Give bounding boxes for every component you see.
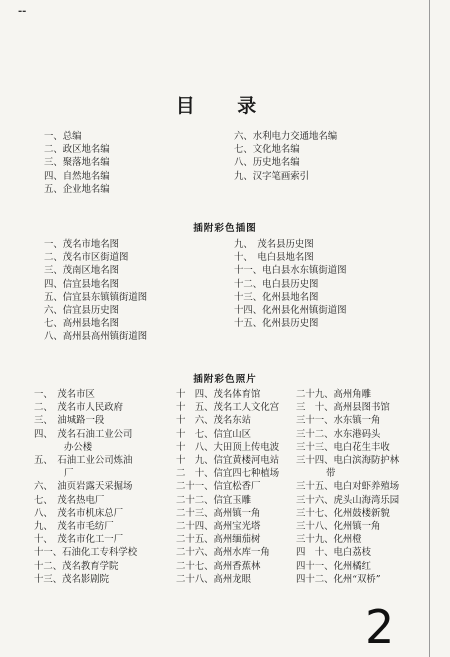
map-entry: 九、 茂名县历史图 xyxy=(234,239,314,250)
toc-entry: 一、总编 xyxy=(44,131,82,142)
map-entry: 十一、电白县水东镇街道图 xyxy=(234,265,347,277)
toc-entry: 八、历史地名编 xyxy=(234,157,300,169)
map-entry: 一、茂名市地名图 xyxy=(44,239,120,250)
photo-entry: 二十七、高州香蕉林 xyxy=(176,560,261,572)
map-entry: 八、高州县高州镇街道图 xyxy=(44,331,148,343)
toc-entry: 五、企业地名编 xyxy=(44,183,110,195)
photos-section-title: 插附彩色照片 xyxy=(193,374,257,385)
photo-entry: 五、 石油工业公司炼油 厂 xyxy=(34,455,133,480)
photo-entry: 二十五、高州缅茄树 xyxy=(176,534,261,546)
handwritten-page-number: 2 xyxy=(365,600,395,654)
main-index-right xyxy=(234,130,337,183)
photo-entry: 二十三、高州镇一角 xyxy=(176,507,261,519)
map-entry: 十二、电白县历史图 xyxy=(234,278,319,290)
photo-entry: 四、 茂名石油工业公司 办公楼 xyxy=(34,428,133,453)
photo-entry: 十一、石油化工专科学校 xyxy=(34,547,138,559)
photo-entry: 四 十、电白荔枝 xyxy=(296,547,372,559)
photo-entry: 三、 油城路一段 xyxy=(34,415,105,427)
photo-entry: 十二、茂名教育学院 xyxy=(34,560,119,572)
photo-entry: 六、 油页岩露天采掘场 xyxy=(34,481,133,493)
map-entry: 五、信宜县东镇镇街道图 xyxy=(44,291,148,303)
map-entry: 十、 电白县地名图 xyxy=(234,252,314,264)
photo-entry: 二、 茂名市人民政府 xyxy=(34,402,124,414)
photo-entry: 四十二、化州“双桥” xyxy=(296,573,381,585)
maps-section-title: 插附彩色插图 xyxy=(193,223,257,234)
map-entry: 十四、化州县化州镇街道图 xyxy=(234,305,347,317)
photo-entry: 八、 茂名市机床总厂 xyxy=(34,507,124,519)
photo-entry: 三十二、水东港码头 xyxy=(296,428,381,440)
toc-entry: 六、水利电力交通地名编 xyxy=(234,131,338,142)
toc-entry: 七、文化地名编 xyxy=(234,144,300,156)
map-entry: 二、茂名市区街道图 xyxy=(44,252,129,264)
photo-entry: 十 四、茂名体育馆 xyxy=(176,389,261,400)
map-entry: 六、信宜县历史图 xyxy=(44,305,120,317)
maps-list-left xyxy=(44,238,147,344)
photo-entry: 十三、茂名影剧院 xyxy=(34,573,110,585)
photo-entry: 三 十、高州县图书馆 xyxy=(296,402,390,414)
toc-entry: 九、汉字笔画索引 xyxy=(234,170,310,182)
photo-entry: 二十二、信宜玉雕 xyxy=(176,494,252,506)
photo-entry: 十 九、信宜黄楼河电站 xyxy=(176,455,280,467)
map-entry: 四、信宜县地名图 xyxy=(44,278,120,290)
maps-list-right xyxy=(234,238,347,330)
photo-entry: 四十一、化州橘红 xyxy=(296,560,372,572)
photo-entry: 二十一、信宜松香厂 xyxy=(176,481,261,493)
photo-entry: 二十八、高州龙眼 xyxy=(176,573,252,585)
photo-entry: 十、 茂名市化工一厂 xyxy=(34,534,124,546)
photo-entry: 十 七、信宜山区 xyxy=(176,428,252,440)
toc-entry: 三、聚落地名编 xyxy=(44,157,110,169)
photos-list-col3 xyxy=(296,388,399,586)
toc-entry: 四、自然地名编 xyxy=(44,170,110,182)
photo-entry: 十 五、茂名工人文化宫 xyxy=(176,402,280,414)
photo-entry: 三十七、化州鼓楼新貌 xyxy=(296,507,390,519)
photo-entry: 三十四、电白滨海防护林 带 xyxy=(296,455,400,480)
photo-entry: 七、 茂名热电厂 xyxy=(34,494,105,506)
photo-entry: 三十一、水东镇一角 xyxy=(296,415,381,427)
photo-entry: 三十三、电白花生丰收 xyxy=(296,441,390,453)
photo-entry: 二十四、高州宝光塔 xyxy=(176,521,261,533)
photo-entry: 九、 茂名市毛纺厂 xyxy=(34,521,114,533)
photo-entry: 二十六、高州水库一角 xyxy=(176,547,270,559)
photo-entry: 三十八、化州镇一角 xyxy=(296,521,381,533)
photo-entry: 十 六、茂名东站 xyxy=(176,415,252,427)
map-entry: 十三、化州县地名图 xyxy=(234,291,319,303)
map-entry: 十五、化州县历史图 xyxy=(234,318,319,330)
photos-list-col1 xyxy=(34,388,137,586)
photo-entry: 三十五、电白对虾养殖场 xyxy=(296,481,400,493)
photo-entry: 三十九、化州橙 xyxy=(296,534,362,546)
photo-entry: 十 八、大田顶上传电波 xyxy=(176,441,280,453)
top-mark: -- xyxy=(18,6,27,17)
photo-entry: 二 十、信宜四七种植场 xyxy=(176,468,280,480)
photo-entry: 一、 茂名市区 xyxy=(34,389,95,400)
map-entry: 七、高州县地名图 xyxy=(44,318,120,330)
page-title: 目 录 xyxy=(175,95,275,117)
photos-list-col2 xyxy=(176,388,279,586)
photo-entry: 二十九、高州角雕 xyxy=(296,389,372,400)
main-index-left xyxy=(44,130,110,196)
toc-entry: 二、政区地名编 xyxy=(44,144,110,156)
map-entry: 三、茂南区地名图 xyxy=(44,265,120,277)
photo-entry: 三十六、虎头山海湾乐园 xyxy=(296,494,400,506)
